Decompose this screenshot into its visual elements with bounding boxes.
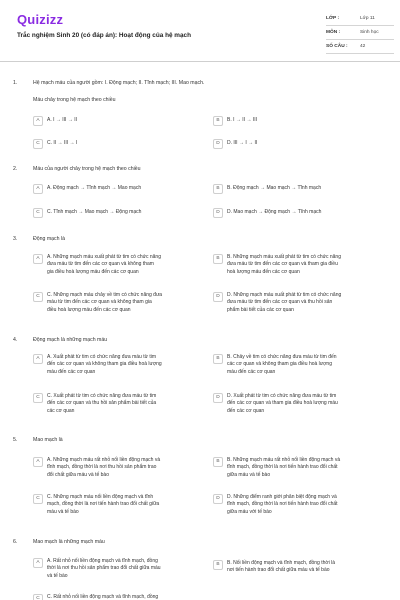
option-text bbox=[227, 354, 337, 376]
option-letter-box[interactable]: B bbox=[213, 184, 223, 194]
option-text-line: thời là nơi thu hồi sản phẩm trao đổi chất giữa máu bbox=[47, 565, 161, 572]
option-text-line: máu đến các cơ quan bbox=[47, 368, 96, 375]
option-text: B. Động mạch → Mao mạch → Tĩnh mạch bbox=[227, 185, 322, 191]
meta-table bbox=[326, 12, 394, 54]
option-text bbox=[47, 254, 161, 276]
question-subtext: Máu chảy trong hệ mạch theo chiều bbox=[33, 97, 116, 103]
question-text: Mao mạch là bbox=[33, 437, 63, 443]
option-text: D. III → I → II bbox=[227, 140, 258, 146]
question-text: Mao mạch là những mạch máu bbox=[33, 539, 105, 545]
option-text-line: A. Rất nhỏ nối liền động mạch và tĩnh mạch, đồng bbox=[47, 558, 158, 564]
option-text-line: đưa máu từ tim đến các cơ quan và thu hồi sản bbox=[227, 299, 333, 306]
option-letter-box[interactable]: D bbox=[213, 139, 223, 149]
question-number: 6. bbox=[13, 539, 18, 545]
option-text-line: các cơ quan và không tham gia điều hoà lượng bbox=[227, 361, 332, 368]
question-text: Máu của người chảy trong hệ mạch theo chiều bbox=[33, 166, 141, 172]
answer-option-c[interactable] bbox=[33, 208, 209, 218]
answer-option-a[interactable] bbox=[33, 184, 209, 194]
option-text-line: C. Xuất phát từ tim có chức năng đưa máu từ tim bbox=[47, 393, 157, 399]
answer-option-c[interactable] bbox=[33, 393, 209, 415]
answer-option-a[interactable] bbox=[33, 354, 209, 376]
option-text: C. II → III → I bbox=[47, 140, 78, 146]
option-text bbox=[227, 254, 341, 276]
option-text: A. I → III → II bbox=[47, 117, 78, 123]
answer-option-b[interactable] bbox=[213, 254, 389, 276]
option-text-line: B. Những mạch máu rất nhỏ nối liền động mạch và bbox=[227, 457, 341, 463]
option-text-line: máu và tế bào bbox=[47, 508, 79, 515]
option-text-line: tĩnh mạch, đồng thời là nơi tiến hành trao đổi chất bbox=[227, 501, 338, 508]
option-text bbox=[227, 560, 335, 575]
option-text-line: đến các cơ quan và thu hồi sản phẩm bài tiết của bbox=[47, 400, 157, 407]
answer-option-c[interactable] bbox=[33, 594, 209, 600]
answer-option-a[interactable] bbox=[33, 457, 209, 479]
option-letter-box[interactable]: B bbox=[213, 254, 223, 264]
option-letter-box[interactable]: D bbox=[213, 393, 223, 403]
meta-value: 42 bbox=[360, 44, 366, 49]
option-text-line: giữa máu với tế bào bbox=[227, 508, 272, 515]
option-letter-box[interactable]: D bbox=[213, 208, 223, 218]
option-text bbox=[227, 494, 338, 516]
question-number: 3. bbox=[13, 236, 18, 242]
option-text-line: phẩm bài tiết của các cơ quan bbox=[227, 306, 294, 313]
option-letter-box[interactable]: A bbox=[33, 457, 43, 467]
option-text-line: đưa máu từ tim đến các cơ quan và tham gia điều bbox=[227, 261, 338, 268]
option-letter-box[interactable]: A bbox=[33, 116, 43, 126]
question-text: Hệ mạch máu của người gồm: I. Động mạch; II. Tĩnh mạch; III. Mao mạch. bbox=[33, 80, 205, 86]
answer-option-d[interactable] bbox=[213, 208, 389, 218]
option-text-line: A. Xuất phát từ tim có chức năng đưa máu từ tim bbox=[47, 354, 156, 360]
answer-option-a[interactable] bbox=[33, 254, 209, 276]
option-text bbox=[47, 457, 160, 479]
question-number: 4. bbox=[13, 337, 18, 343]
option-letter-box[interactable]: C bbox=[33, 494, 43, 504]
option-letter-box[interactable]: A bbox=[33, 254, 43, 264]
option-letter-box[interactable]: B bbox=[213, 457, 223, 467]
answer-option-b[interactable] bbox=[213, 457, 389, 479]
option-letter-box[interactable]: C bbox=[33, 393, 43, 403]
answer-option-c[interactable] bbox=[33, 494, 209, 516]
option-text bbox=[47, 292, 162, 314]
quizizz-logo: Quizizz bbox=[17, 12, 64, 27]
option-text bbox=[227, 393, 338, 415]
answer-option-b[interactable] bbox=[213, 354, 389, 376]
option-text-line: C. Những mạch máu nối liền động mạch và tĩnh bbox=[47, 494, 154, 500]
meta-key: SỐ CÂU : bbox=[326, 44, 348, 49]
option-text-line: D. Những điểm ranh giới phân biệt động mạch và bbox=[227, 494, 337, 500]
option-text-line: A. Những mạch máu rất nhỏ nối liền động mạch và bbox=[47, 457, 161, 463]
option-text-line: nơi tiến hành trao đổi chất giữa máu và tế bào bbox=[227, 567, 330, 574]
question-text: Động mạch là bbox=[33, 236, 66, 242]
meta-key: MÔN : bbox=[326, 30, 341, 35]
question-number: 1. bbox=[13, 80, 18, 86]
option-letter-box[interactable]: A bbox=[33, 184, 43, 194]
option-text bbox=[47, 594, 158, 600]
meta-row-count bbox=[326, 40, 394, 54]
option-letter-box[interactable]: B bbox=[213, 116, 223, 126]
option-text-line: đến các cơ quan và không tham gia điều hoà lượng bbox=[47, 361, 162, 368]
question-text: Động mạch là những mạch máu bbox=[33, 337, 108, 343]
option-text-line: B. Nối liền động mạch và tĩnh mạch, đồng thời là bbox=[227, 560, 336, 566]
answer-option-c[interactable] bbox=[33, 139, 209, 149]
option-text: A. Động mạch → Tĩnh mạch → Mao mạch bbox=[47, 185, 142, 191]
meta-value: Lớp 11 bbox=[360, 16, 375, 21]
option-text-line: và tế bào bbox=[47, 572, 68, 579]
question-number: 2. bbox=[13, 166, 18, 172]
answer-option-d[interactable] bbox=[213, 139, 389, 149]
option-text bbox=[47, 354, 162, 376]
option-text-line: mạch, đồng thời là nơi tiến hành trao đổi chất giữa bbox=[47, 501, 160, 508]
option-letter-box[interactable]: C bbox=[33, 292, 43, 302]
option-text bbox=[47, 558, 161, 580]
option-text-line: đến các cơ quan bbox=[227, 407, 265, 414]
option-letter-box[interactable]: A bbox=[33, 558, 43, 568]
option-letter-box[interactable]: C bbox=[33, 594, 43, 600]
option-letter-box[interactable]: C bbox=[33, 208, 43, 218]
option-text: C. Tĩnh mạch → Mao mạch → Động mạch bbox=[47, 209, 142, 215]
option-text-line: A. Những mạch máu xuất phát từ tim có chức năng bbox=[47, 254, 161, 260]
option-letter-box[interactable]: D bbox=[213, 292, 223, 302]
option-text: B. I → II → III bbox=[227, 117, 258, 123]
option-text-line: D. Xuất phát từ tim có chức năng đưa máu từ tim bbox=[227, 393, 337, 399]
worksheet-header bbox=[0, 0, 400, 62]
option-text bbox=[47, 494, 159, 516]
answer-option-c[interactable] bbox=[33, 292, 209, 314]
answer-option-b[interactable] bbox=[213, 184, 389, 194]
option-text-line: B. Những mạch máu xuất phát từ tim có chức năng bbox=[227, 254, 341, 260]
option-text-line: tĩnh mạch, đồng thời là nơi thu hồi sản phẩm trao bbox=[47, 464, 157, 471]
option-letter-box[interactable]: D bbox=[213, 494, 223, 504]
meta-key: LỚP : bbox=[326, 16, 340, 21]
option-text-line: đến các cơ quan và tham gia điều hoà lượng máu bbox=[227, 400, 338, 407]
page-title: Trắc nghiệm Sinh 20 (có đáp án): Hoạt động của hệ mạch bbox=[17, 32, 191, 39]
option-text-line: C. Rất nhỏ nối liền động mạch và tĩnh mạch, đồng bbox=[47, 594, 159, 600]
option-text-line: gia điều hoà lượng máu đến các cơ quan bbox=[47, 268, 139, 275]
option-text-line: đổi chất giữa máu và tế bào bbox=[47, 471, 109, 478]
meta-value: Sinh học bbox=[360, 30, 379, 35]
option-letter-box[interactable]: C bbox=[33, 139, 43, 149]
option-letter-box[interactable]: B bbox=[213, 354, 223, 364]
option-text-line: hoà lượng máu đến các cơ quan bbox=[227, 268, 300, 275]
meta-row-subject bbox=[326, 26, 394, 40]
option-text-line: C. Những mạch máu chảy về tim có chức năng đưa bbox=[47, 292, 163, 298]
option-text-line: tĩnh mạch, đồng thời là nơi tiến hành trao đổi chất bbox=[227, 464, 338, 471]
answer-option-a[interactable] bbox=[33, 116, 209, 126]
option-text-line: giữa máu và tế bào bbox=[227, 471, 271, 478]
meta-row-class bbox=[326, 12, 394, 26]
option-text-line: D. Những mạch máu xuất phát từ tim có chức năng bbox=[227, 292, 342, 298]
answer-option-b[interactable] bbox=[213, 116, 389, 126]
option-text bbox=[227, 292, 341, 314]
option-text: D. Mao mạch → Động mạch → Tĩnh mạch bbox=[227, 209, 322, 215]
option-text-line: máu đến các cơ quan bbox=[227, 368, 276, 375]
option-text-line: B. Chảy về tim có chức năng đưa máu từ tim đến bbox=[227, 354, 337, 360]
option-letter-box[interactable]: A bbox=[33, 354, 43, 364]
answer-option-d[interactable] bbox=[213, 292, 389, 314]
answer-option-d[interactable] bbox=[213, 494, 389, 516]
option-text-line: đưa máu từ tim đến các cơ quan và không tham bbox=[47, 261, 154, 268]
answer-option-d[interactable] bbox=[213, 393, 389, 415]
answer-option-b[interactable] bbox=[213, 560, 389, 575]
option-letter-box[interactable]: B bbox=[213, 560, 223, 570]
option-text bbox=[227, 457, 340, 479]
option-text-line: điều hoà lượng máu đến các cơ quan bbox=[47, 306, 131, 313]
answer-option-a[interactable] bbox=[33, 558, 209, 580]
option-text-line: các cơ quan bbox=[47, 407, 75, 414]
option-text bbox=[47, 393, 156, 415]
question-number: 5. bbox=[13, 437, 18, 443]
option-text-line: máu từ tim đến các cơ quan và không tham gia bbox=[47, 299, 152, 306]
